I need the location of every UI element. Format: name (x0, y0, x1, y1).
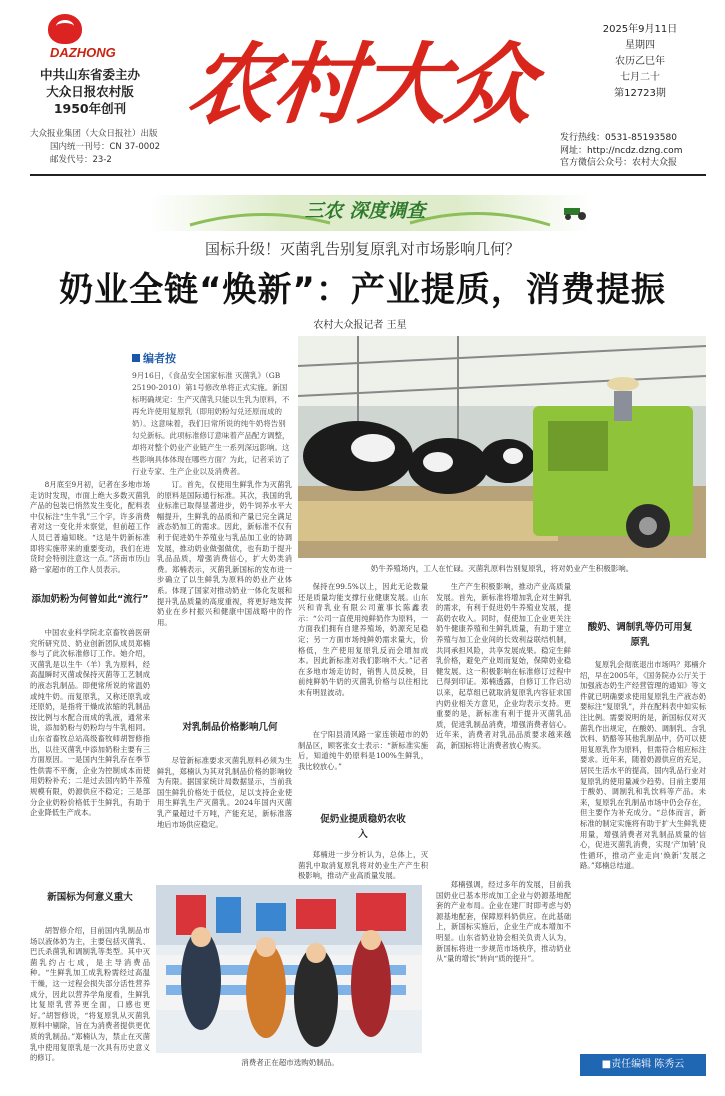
col2-top (157, 480, 292, 670)
article-headline: 奶业全链“焕新”：产业提质，消费提振 (59, 270, 666, 310)
col1-body-text: 中国农业科学院北京畜牧兽医研究所研究员、奶业创新团队成员郑楠参与了此次标准修订工作。她介绍，灭菌乳是以生牛（羊）乳为原料，经高温瞬时灭菌或保持灭菌等工艺制成的液态乳制品。即便常所说的常温奶或纯牛奶。而复原乳，又称还原乳或还原奶，是指将干燥成浓缩的乳制品按比例与水配合而成的乳液，通常来说，添加奶粉与奶粉均与牛乳相同。山东省畜牧总站高级畜牧师胡智修指出，以往灭菌乳中添加奶粉主要有三方面原因。一是国内生鲜乳存在季节性供需不平衡，企业为控制成本而使用奶粉补充；二是过去国内奶牛养殖规模有限，奶源供应不稳定；三是部分企业奶粉价格低于生鲜乳，有助于企业降低生产成本。 (30, 628, 150, 818)
col1-intro-text: 8月底至9月初，记者在多地市场走访时发现，市面上绝大多数灭菌乳产品的包装已悄然发生变化，配料表中仅标注“生牛乳”三个字，许多消费者对这一变化并未察觉，但前超工作人员已普遍知晓。“这是牛奶新标准即将实施带来的重要变动，我们在进货时会特别注意这一点。”济南市历山路一家超市的工作人员表示。 (30, 480, 150, 574)
date-line: 2025年9月11日 (602, 24, 678, 35)
col4-top-text: 生产产生积极影响，推动产业高质量发展。首先，新标准将增加乳企对生鲜乳的需求，有利于促进奶牛养殖业发展，提高奶农收入。同时，促使加工企业更关注奶牛健康养殖和生鲜乳质量，有助于建立养殖与加工企业间的长效利益联结机制，共同承担风险，共享发展成果。稳定生鲜乳价格，避免产业周而复始，保障奶业稳健发展。这一积极影响在标准修订过程中已得到印证。郑楠透露，自修订工作启动以来，起草组已就取消复原乳内容征求国内奶业相关方意见，企业均表示支持。更重要的是，新标准有利于提升灭菌乳品质，促进乳制品消费，增强消费者信心。近年来，消费者对乳品品质要求越来越高，新国标将让消费者放心购买。 (436, 582, 571, 750)
col1-tail-text: 胡智修介绍，目前国内乳制品市场以液体奶为主，主要包括灭菌乳、巴氏杀菌乳和调制乳等类型。其中灭菌乳约占七成，是主导消费品种。“生鲜乳加工成乳粉需经过高温干燥，这一过程会损失部分活性营养成分，因此以营养学角度看，生鲜乳比复原乳营养更全面，口感也更好。”胡智修说，“将复原乳从灭菌乳原料中剔除，旨在为消费者提供更优质的乳制品。”郑楠认为，禁止在灭菌乳中使用复原乳是一次具有历史意义的修订。 (30, 926, 150, 1063)
col4-bottom (436, 880, 571, 1076)
section3-title: 对乳制品价格影响几何 (182, 722, 278, 733)
date-box (575, 22, 705, 102)
hotline: 发行热线：0531-85193580 (560, 133, 677, 143)
photo2-caption: 消费者正在超市选购奶制品。 (241, 1058, 339, 1067)
header-left (30, 14, 150, 117)
col1-intro (30, 480, 150, 590)
wechat-account: 官方微信公众号：农村大众报 (560, 158, 678, 168)
col2-mid-text: 尽管新标准要求灭菌乳原料必须为生鲜乳，郑楠认为其对乳制品价格的影响较为有限。据国家统计局数据显示，当前我国生鲜乳价格处于低位，足以支持企业使用生鲜乳生产灭菌乳。2024年国内灭菌乳产量超过千万吨，产能充足，新标准落地后市场供应稳定。 (157, 756, 292, 829)
col1-body (30, 628, 150, 888)
section4-title: 促奶业提质稳奶农收入 (320, 814, 406, 840)
col3-quote (298, 730, 428, 805)
col2-top-text: 订。首先，仅使用生鲜乳作为灭菌乳的原料是国际通行标准。其次，我国的乳业标准已取得显著进步，奶牛饲养水平大幅提升，生鲜乳的品质和产量已完全满足液态奶加工的需求。因此，新标准不仅有利于促进奶牛养殖业与乳品加工业的协调发展，推动奶业做强做优，也有助于提升乳品品质，增强消费信心，扩大奶类消费。郑楠表示，灭菌乳新国标的发布进一步确立了以生鲜乳为原料的奶业产业体系。体现了国家对推动奶业一体化发展和提升乳品质量的高度重视，将更好地发挥奶业在乡村振兴和健康中国战略中的作用。 (157, 480, 292, 627)
publisher-line-1: 大众报业集团（大众日报社）出版 (30, 129, 158, 139)
col4-top (436, 582, 571, 872)
weekday-line: 星期四 (625, 40, 655, 51)
lunar-year-line: 农历乙巳年 (615, 56, 665, 67)
col5-body-text: 复原乳会彻底退出市场吗？郑楠介绍，早在2005年，《国务院办公厅关于加强液态奶生产经营管理的通知》等文件就已明确要求使用复原乳生产液态奶要标注“复原乳”，并在配料表中如实标注比例。需要说明的是，新国标仅对灭菌乳作出规定，在酸奶、调制乳、含乳饮料、奶酪等其他乳制品中，仍可以使用复原乳作为原料，但需符合相应标注要求。近年来，随着奶源供应的充足，居民生活水平的提高，国内乳品行业对复原乳的使用量减少趋势。目前主要用于酸奶、调制乳和乳饮料等产品。未来，复原乳在乳制品市场中仍会存在，但主要作为补充成分。“总体而言，新标准的制定实施将有助于扩大生鲜乳使用量，增强消费者对乳制品质量的信心，促进灭菌乳消费，实现‘产加销’良性循环，推动产业走向‘焕新’发展之路。”郑楠总结道。 (580, 660, 706, 871)
article-byline: 农村大众报记者 王星 (313, 320, 407, 331)
section1-title: 添加奶粉为何曾如此“流行” (31, 594, 149, 605)
org-line-2: 大众日报农村版 (46, 84, 134, 99)
col3-bottom (298, 850, 428, 880)
lunar-date-line: 七月二十 (620, 72, 660, 83)
col4-bottom-text: 郑楠强调，经过多年的发展，目前我国奶业已基本形成加工企业与奶源基地配套的产业布局。企业在建厂时即考虑与奶源基地配套，保障原料奶供应。在此基础上，新国标实施后，企业生产成本增加不明显。山东省奶业协会相关负责人认为，新国标将进一步规范市场秩序，推动奶业从“量的增长”转向“质的提升”。 (436, 880, 571, 964)
masthead: 农村大众 (182, 32, 538, 136)
section2-title: 新国标为何意义重大 (47, 892, 133, 903)
publisher-line-3: 邮发代号：23-2 (50, 155, 112, 165)
org-line-1: 中共山东省委主办 (39, 67, 140, 82)
logo-text: DAZHONG (50, 45, 116, 60)
col5-body (580, 660, 706, 1045)
editor-note: 9月16日，《食品安全国家标准 灭菌乳》（GB 25190-2010）第1号修改单将正式实施。新国标明确规定：生产灭菌乳只能以生乳为原料，不再允许使用复原乳（即用奶粉勾兑还原而成的奶）。这意味着，我们日常所说的纯牛奶将告别勾兑新标。此项标准修订意味着产品配方调整，却将对整个奶业产业链产生一系列深远影响。这些影响具体体现在哪些方面？为此，记者采访了行业专家、生产企业以及消费者。 (132, 371, 290, 476)
col3-top-text: 保持在99.5%以上，因此无论数量还是质量均能支撑行业健康发展。山东兴和青乳业有限公司董事长陈鑫表示：“公司一直使用纯鲜奶作为原料，一方面我们拥有自建养殖场，奶源充足稳定；另一方面市场纯鲜奶需求量大，价格低，生产使用复原乳反而会增加成本。因此新标准对我们影响不大。”记者在多地市场走访时，销售人员反映，目前纯鲜奶牛奶的灭菌乳价格与以往相比未有明显波动。 (298, 582, 428, 697)
col3-bottom-text: 郑楠进一步分析认为，总体上，灭菌乳中取消复原乳将对奶业生产产生积极影响，推动产业高质量发展。 (298, 850, 428, 880)
header-rule (30, 174, 706, 176)
dazhong-logo (48, 14, 150, 44)
publisher-line-2: 国内统一刊号：CN 37-0002 (50, 142, 161, 152)
col2-mid (157, 756, 292, 876)
banner-title: 三农 深度调查 (304, 200, 426, 222)
col1-tail (30, 926, 150, 1076)
website-link[interactable]: 网址：http://ncdz.dzng.com (560, 145, 683, 156)
supermarket-photo (156, 885, 422, 1053)
issue-number: 第12723期 (614, 88, 666, 99)
editor-note-title: 编者按 (132, 350, 176, 366)
cow-photo (298, 336, 706, 558)
photo1-caption: 奶牛养殖场内，工人在忙碌。灭菌乳原料告别复原乳，将对奶业产生积极影响。 (370, 564, 634, 573)
article-subhead: 国标升级！灭菌乳告别复原乳对市场影响几何？ (204, 240, 520, 258)
dazhong-logo-icon (48, 14, 82, 44)
org-info (30, 66, 150, 117)
section5-title: 酸奶、调制乳等仍可用复原乳 (587, 622, 693, 648)
col3-top (298, 582, 428, 727)
publisher-info (30, 128, 190, 167)
editor-credit: ■责任编辑 陈秀云 (580, 1054, 706, 1076)
contact-info (560, 132, 720, 170)
org-line-3: 1950年创刊 (53, 101, 127, 116)
col3-quote-text: 在宁阳县清风路一家连锁超市的奶制品区，顾客张女士表示：“新标准实施后，知道纯牛奶原料是100%生鲜乳，我比较放心。” (298, 730, 428, 771)
tractor-icon (560, 206, 596, 220)
